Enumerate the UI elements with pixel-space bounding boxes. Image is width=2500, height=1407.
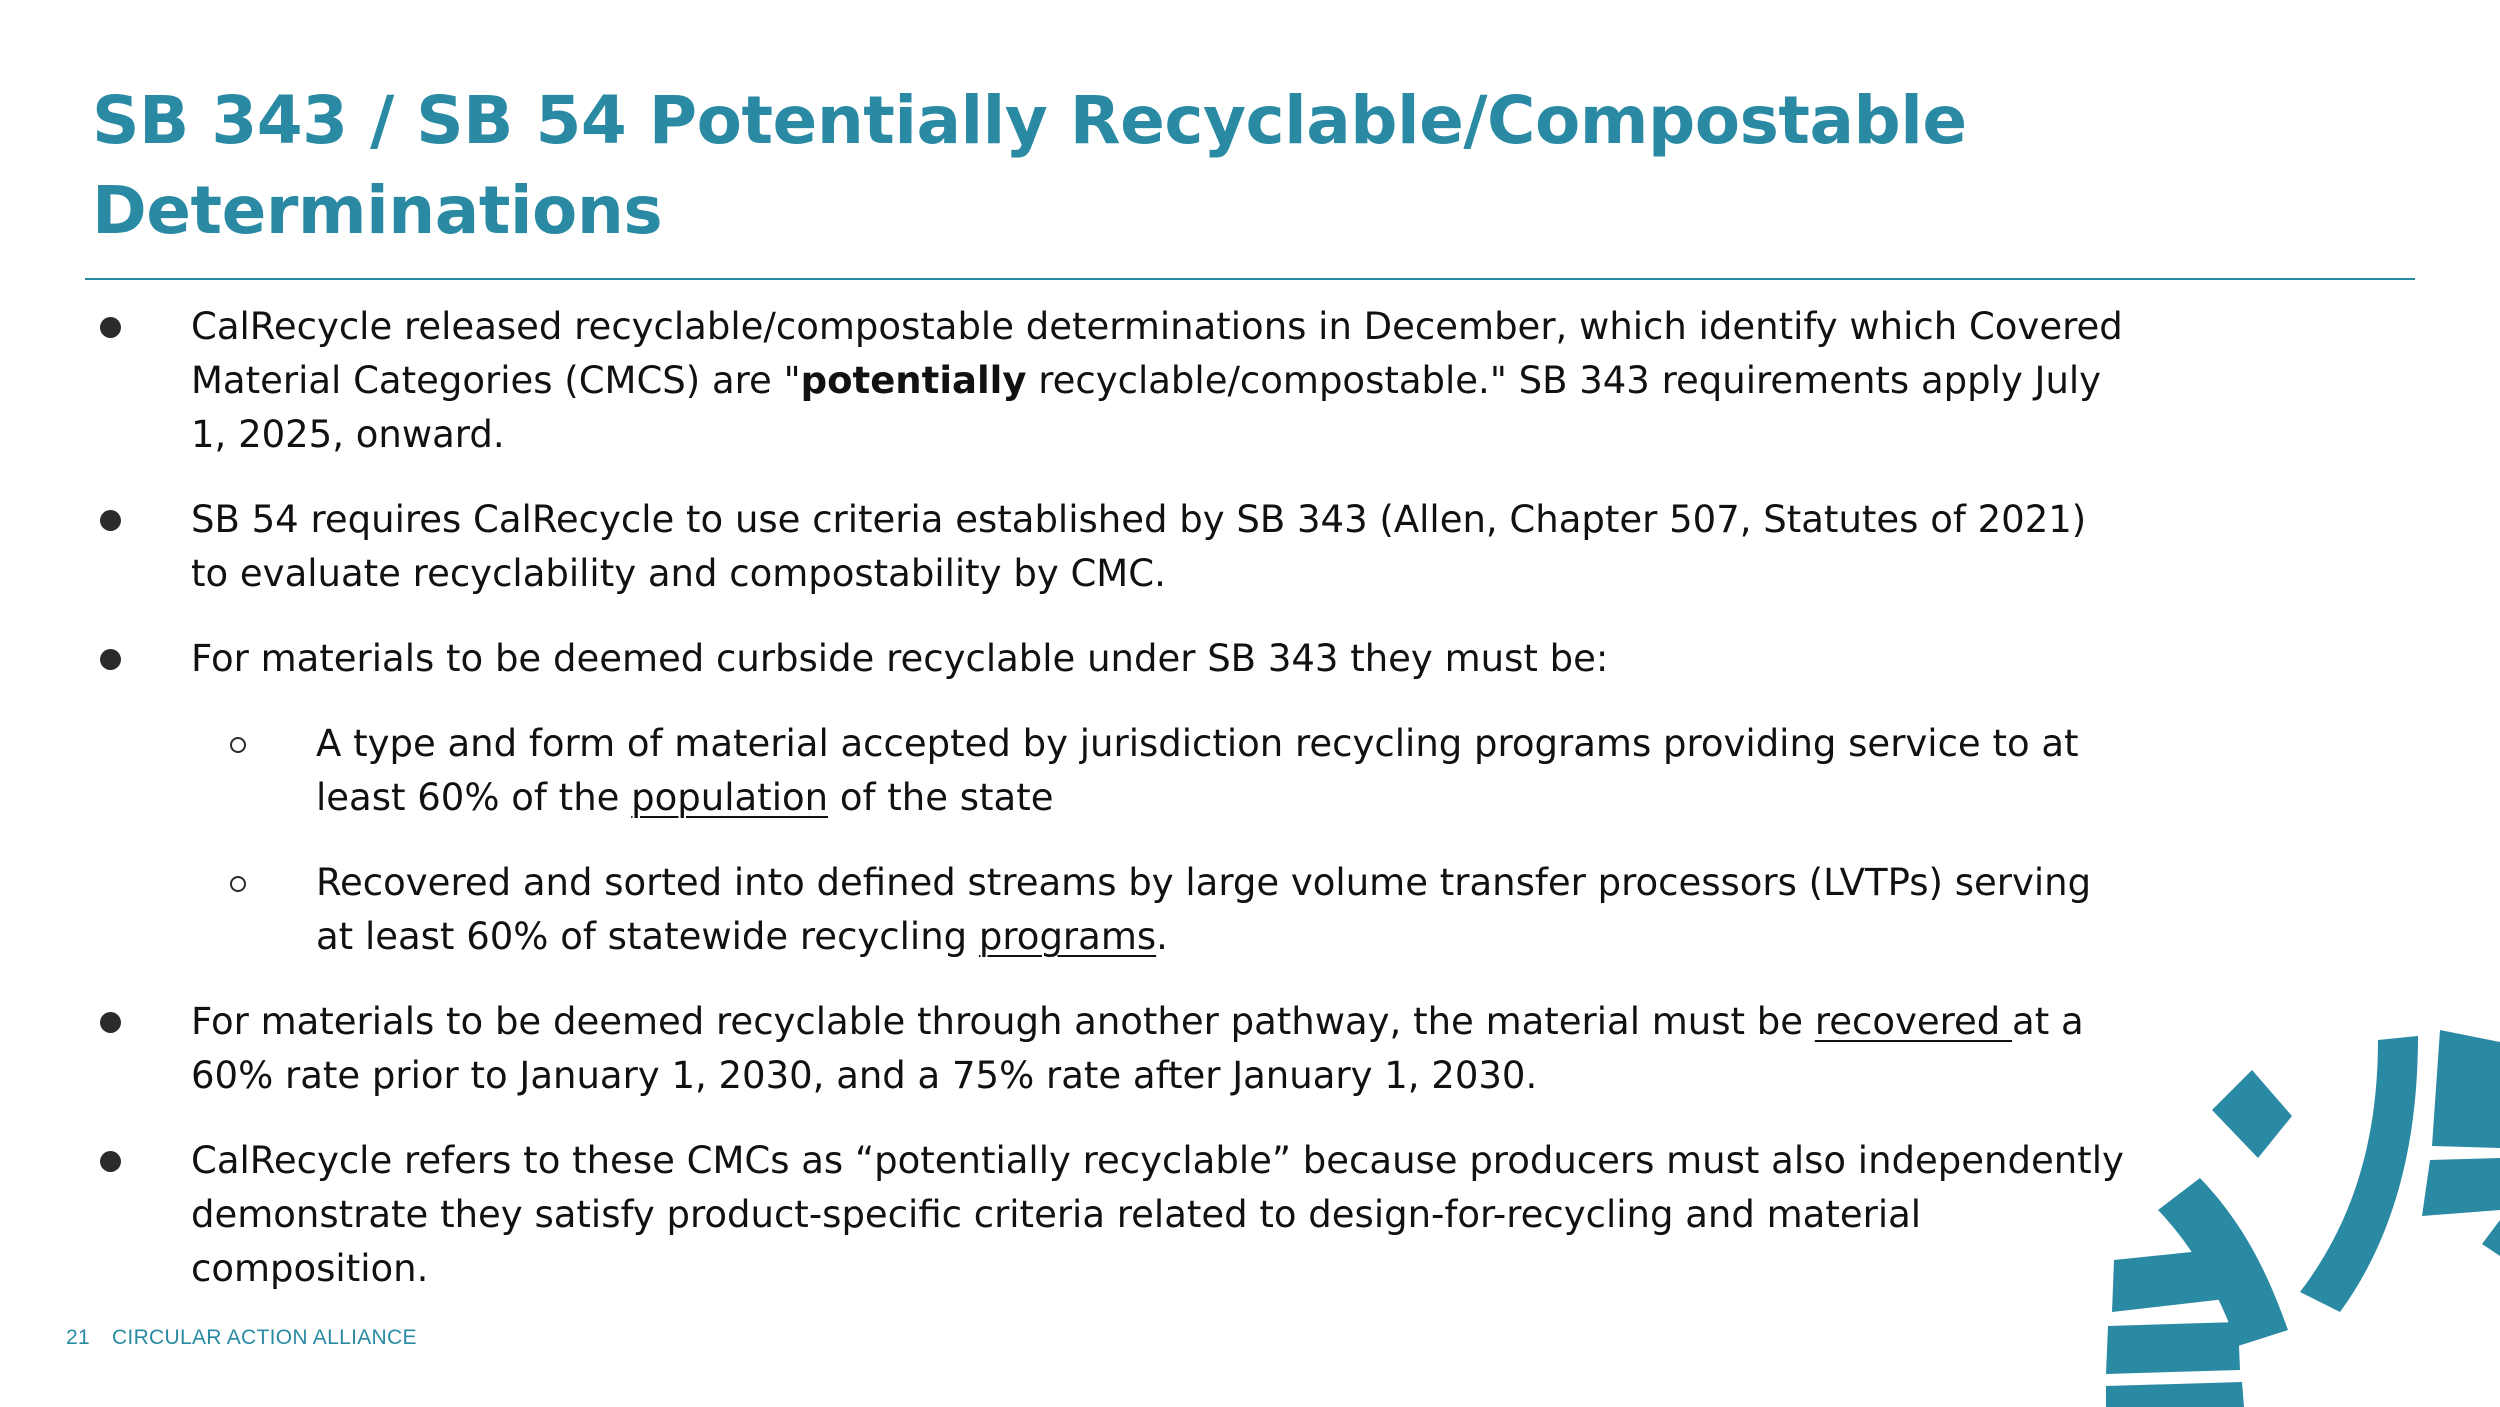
slide-title: SB 343 / SB 54 Potentially Recyclable/Compostable Determinations xyxy=(92,82,1967,249)
bullet-item-potentially-recyclable xyxy=(0,1134,2131,1296)
bullet-text: For materials to be deemed curbside recyclable under SB 343 they must be: xyxy=(191,637,1609,680)
bullet-text: For materials to be deemed recyclable through another pathway, the material must be xyxy=(191,1000,1815,1043)
underlined-term: population xyxy=(631,776,829,819)
bullet-item-determinations xyxy=(0,300,2131,462)
bullet-item-other-pathway xyxy=(0,995,2131,1103)
sub-bullet-item-population xyxy=(0,717,2131,825)
bullet-list xyxy=(0,300,2200,1296)
bullet-item-curbside xyxy=(0,632,2131,686)
bullet-text: . xyxy=(1156,915,1168,958)
underlined-term: recovered xyxy=(1814,1000,2013,1043)
bullet-text: recyclable/compostable." SB 343 requirements apply July 1, 2025, onward. xyxy=(191,359,2102,456)
bullet-item-sb54-criteria xyxy=(0,493,2131,601)
circular-arcs-logo-icon xyxy=(2100,1030,2500,1407)
title-divider xyxy=(85,278,2415,280)
organization-name: CIRCULAR ACTION ALLIANCE xyxy=(111,1326,417,1349)
bullet-text: at a 60% rate prior to January 1, 2030, and a 75% rate after January 1, 2030. xyxy=(191,1000,2084,1097)
page-number: 21 xyxy=(66,1326,90,1349)
bullet-text: A type and form of material accepted by jurisdiction recycling programs providing service to at least 60% of the xyxy=(316,722,2079,819)
slide-footer xyxy=(66,1326,417,1350)
underlined-term: programs xyxy=(978,915,1157,958)
bullet-text: of the state xyxy=(828,776,1054,819)
bullet-text: SB 54 requires CalRecycle to use criteria established by SB 343 (Allen, Chapter 507, Statutes of 2021) to evaluate recyclability and compostability by CMC. xyxy=(191,498,2087,595)
bullet-text: Recovered and sorted into defined streams by large volume transfer processors (LVTPs) serving at least 60% of statewide recycling xyxy=(316,861,2092,958)
bullet-emphasis: potentially xyxy=(800,359,1027,402)
sub-bullet-item-lvtp xyxy=(0,856,2131,964)
bullet-text: CalRecycle released recyclable/compostable determinations in December, which identify which Covered Material Categories (CMCS) are " xyxy=(191,305,2123,402)
bullet-text: CalRecycle refers to these CMCs as “potentially recyclable” because producers must also independently demonstrate they satisfy product-specific criteria related to design-for-recycling and material composition. xyxy=(191,1139,2124,1290)
